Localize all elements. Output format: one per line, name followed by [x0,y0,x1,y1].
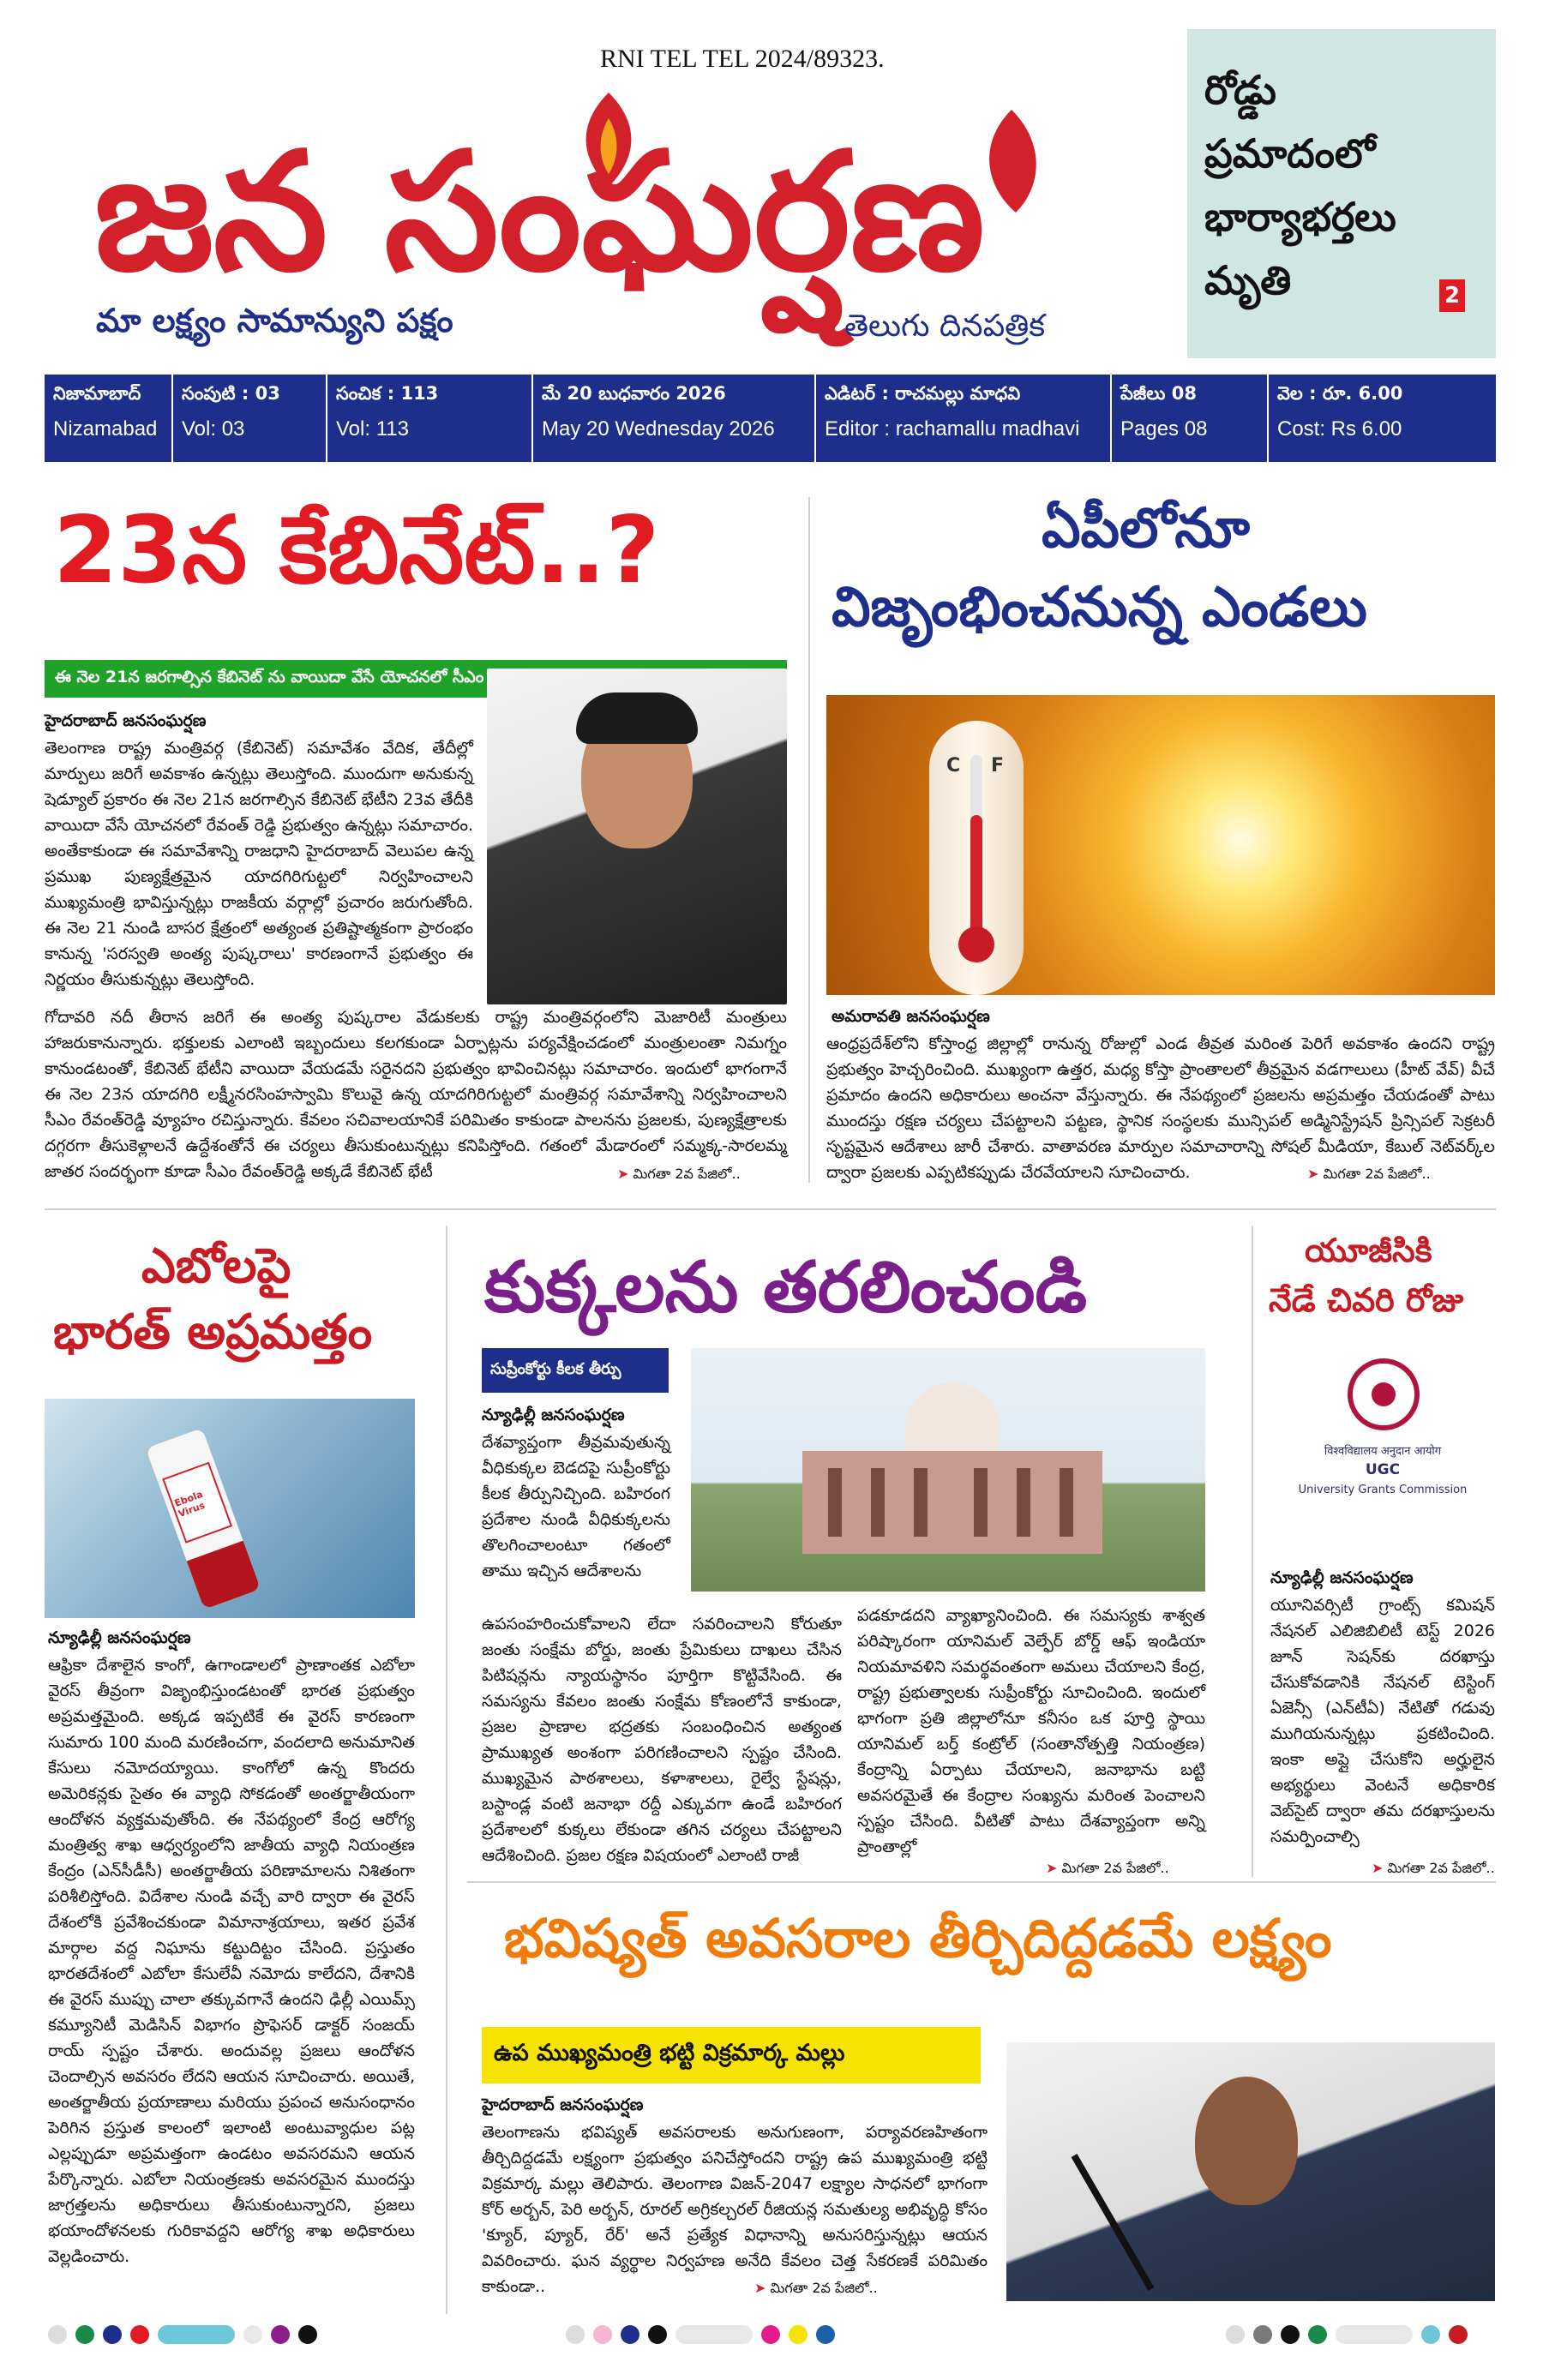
thermometer-icon: C F [929,721,1024,995]
colour-swatch [675,2325,753,2344]
column-divider [808,497,810,1183]
test-tube-icon: Ebola Virus [146,1428,261,1610]
article-body: ఉపసంహరించుకోవాలని లేదా సవరించాలని కోరుతూ జంతు సంక్షేమ బోర్డు, జంతు ప్రేమికులు దాఖలు చేసిన పిటిషన్లను న్యాయస్థానం పూర్తిగా కొట్టివేసింది. ఈ సమస్యను కేవలం జంతు సంక్షేమ కోణంలోనే కాకుండా, ప్రజల ప్రాణాల భద్రతకు సంబంధించిన అత్యంత ప్రాముఖ్యత అంశంగా పరిగణించాలని స్పష్టం చేసింది. ముఖ్యమైన పాఠశాలలు, కళాశాలలు, రైల్వే స్టేషన్లు, బస్టాండ్ల వంటి జనాభా రద్దీ ఎక్కువగా ఉండే బహిరంగ ప్రదేశాలలో కుక్కలు లేకుండా తగిన చర్యలు చేపట్టాలని ఆదేశించింది. ప్రజల రక్షణ విషయంలో ఎలాంటి రాజీ [482,1615,842,1865]
footer-colour-strip-mid [566,2325,835,2344]
dateline: న్యూఢిల్లీ జనసంఘర్షణ [1270,1568,1414,1587]
story-subhead-court: సుప్రీంకోర్టు కీలక తీర్పు [482,1348,669,1393]
tagline: మా లక్ష్యం సామాన్యుని పక్షం [96,302,453,339]
info-city: నిజామాబాద్ Nizamabad [45,375,173,462]
info-pages: పేజీలు 08 Pages 08 [1112,375,1269,462]
colour-swatch [593,2325,612,2344]
colour-swatch [1421,2325,1440,2344]
article-body: ఆఫ్రికా దేశాలైన కాంగో, ఉగాండాలలో ప్రాణాంతక ఎబోలా వైరస్ తీవ్రంగా విజృంభిస్తుండటంతో భారత ప్రభుత్వం అప్రమత్తమైంది. అక్కడ ఇప్పటికే ఈ వైరస్ కారణంగా సుమారు 100 మంది మరణించగా, వందలాది అనుమానిత కేసులు నమోదయ్యాయి. కాంగోలో ఉన్న కొందరు అమెరికన్లకు సైతం ఈ వ్యాధి సోకడంతో అంతర్జాతీయంగా ఆందోళన వ్యక్తమవుతోంది. ఈ నేపథ్యంలో కేంద్ర ఆరోగ్య మంత్రిత్వ శాఖ ఆధ్వర్యంలోని జాతీయ వ్యాధి నియంత్రణ కేంద్రం (ఎన్‌సీడీసీ) అంతర్జాతీయ పరిణామాలను నిశితంగా పరిశీలిస్తోంది. విదేశాల నుండి వచ్చే వారి ద్వారా ఈ వైరస్ దేశంలోకి ప్రవేశించకుండా విమానాశ్రయాలు, ఇతర ప్రవేశ మార్గాల వద్ద నిఘాను కట్టుదిట్టం చేసింది. ప్రస్తుతం భారతదేశంలో ఎబోలా కేసులేవీ నమోదు కాలేదని, దేశానికి ఈ వైరస్ ముప్పు చాలా తక్కువగానే ఉందని ఢిల్లీ ఎయిమ్స్ కమ్యూనిటీ మెడిసిన్ విభాగం ప్రొఫెసర్ డాక్టర్ సంజయ్ రాయ్ స్పష్టం చేశారు. అందువల్ల ప్రజలు ఆందోళన చెందాల్సిన అవసరం లేదని ఆయన సూచించారు. అయితే, అంతర్జాతీయ ప్రయాణాలు మరియు ప్రపంచ అనుసంధానం పెరిగిన ప్రస్తుత కాలంలో ఇలాంటి అంటువ్యాధుల పట్ల ఎల్లప్పుడూ అప్రమత్తంగా ఉండటం అవసరమని ఆయన పేర్కొన్నారు. ఎబోలా నియంత్రణకు అవసరమైన ముందస్తు జాగ్రత్తలను అధికారులు తీసుకుంటున్నారని, ప్రజలు భయాందోళనలకు గురికావద్దని ఆరోగ్య శాఖ అధికారులు వెల్లడించారు. [48,1656,415,2266]
story-headline-heat-2[interactable]: విజృంభించనున్న ఎండలు [832,576,1367,639]
column-divider [1252,1226,1253,1877]
colour-swatch [1281,2325,1300,2344]
colour-swatch [298,2325,317,2344]
edition-info-bar [45,375,1496,462]
colour-swatch [789,2325,808,2344]
footer-colour-strip-left [48,2325,317,2344]
story-headline-ugc[interactable]: యూజీసికి [1305,1232,1432,1269]
dateline: న్యూఢిల్లీ జనసంఘర్షణ [48,1628,191,1647]
teaser-line: భార్యాభర్తలు [1204,194,1396,240]
row-divider [45,1208,1496,1210]
dateline: న్యూఢిల్లీ జనసంఘర్షణ [482,1406,625,1424]
article-body: తెలంగాణ రాష్ట్ర మంత్రివర్గ (కేబినెట్) సమావేశం వేదిక, తేదీల్లో మార్పులు జరిగే అవకాశం ఉన్నట్లు తెలుస్తోంది. ముందుగా అనుకున్న షెడ్యూల్ ప్రకారం ఈ నెల 21న జరగాల్సిన కేబినెట్ భేటీని 23వ తేదీకి వాయిదా వేసే యోచనలో రేవంత్ రెడ్డి ప్రభుత్వం ఉన్నట్లు సమాచారం. అంతేకాకుండా ఈ సమావేశాన్ని రాజధాని హైదరాబాద్ వెలుపల ఉన్న ప్రముఖ పుణ్యక్షేత్రమైన యాదగిరిగుట్టలో నిర్వహించాలని ముఖ్యమంత్రి భావిస్తున్నట్లు రాజకీయ వర్గాల్లో ప్రచారం జరుగుతోంది. ఈ నెల 21 నుండి బాసర క్షేత్రంలో అత్యంత ప్రతిష్టాత్మకంగా ప్రారంభం కానున్న 'సరస్వతి అంత్య పుష్కరాలు' కారణంగానే ప్రభుత్వం ఈ నిర్ణయం తీసుకున్నట్లు తెలుస్తోంది. [45,739,473,989]
continued-link[interactable]: ➤ మిగతా 2వ పేజిలో.. [617,1166,741,1185]
supreme-court-photo [691,1348,1205,1592]
colour-swatch [621,2325,639,2344]
colour-swatch [1308,2325,1327,2344]
newspaper-logo [94,75,1106,307]
story-headline-cabinet[interactable]: 23న కేబినేట్..? [53,497,660,604]
logo-text: జన సంఘర్షణ [94,117,985,307]
colour-swatch [566,2325,585,2344]
colour-swatch [761,2325,780,2344]
colour-swatch [1226,2325,1245,2344]
story-headline-ugc-2[interactable]: నేడే చివరి రోజు [1269,1281,1464,1319]
continued-link[interactable]: ➤ మిగతా 2వ పేజిలో.. [1307,1166,1431,1185]
story-subhead-cabinet: ఈ నెల 21న జరగాల్సిన కేబినెట్ ను వాయిదా వేసే యోచనలో సీఎం [45,660,787,698]
colour-swatch [243,2325,262,2344]
colour-swatch [271,2325,290,2344]
continued-link[interactable]: ➤ మిగతా 2వ పేజిలో.. [754,2280,878,2299]
info-price: వెల : రూ. 6.00 Cost: Rs 6.00 [1277,383,1403,441]
dateline: అమరావతి జనసంఘర్షణ [832,1007,990,1026]
deputy-cm-photo [1006,2042,1495,2301]
story-headline-future[interactable]: భవిష్యత్ అవసరాల తీర్చిదిద్దడమే లక్ష్యం [504,1907,1332,1969]
heatwave-photo [826,695,1495,995]
colour-swatch [103,2325,122,2344]
info-editor: ఎడిటర్ : రాచమల్లు మాధవి Editor : rachamallu madhavi [816,375,1112,462]
story-subhead-deputy-cm: ఉప ముఖ్యమంత్రి భట్టి విక్రమార్క మల్లు [482,2027,981,2083]
story-headline-dogs[interactable]: కుక్కలను తరలించండి [484,1247,1087,1328]
teaser-page-badge: 2 [1439,279,1465,312]
article-body: ఆంధ్రప్రదేశ్‌లోని కోస్తాంధ్ర జిల్లాల్లో రానున్న రోజుల్లో ఎండ తీవ్రత మరింత పెరిగే అవకాశం ఉందని రాష్ట్ర ప్రభుత్వం హెచ్చరించింది. ముఖ్యంగా ఉత్తర, మధ్య కోస్తా ప్రాంతాలలో తీవ్రమైన వడగాలులు (హీట్ వేవ్) వీచే ప్రమాదం ఉందని అధికారులు అంచనా వేస్తున్నారు. ఈ నేపథ్యంలో ప్రజలను అప్రమత్తం చేయడంతో పాటు ముందస్తు రక్షణ చర్యలు చేపట్టాలని పట్టణ, స్థానిక సంస్థలకు మున్సిపల్ అడ్మినిస్ట్రేషన్ ప్రిన్సిపల్ సెక్రటరీ సృష్టమైన ఆదేశాలు జారీ చేశారు. వాతావరణ మార్పుల సమాచారాన్ని సోషల్ మీడియా, కేబుల్ నెట్‌వర్క్‌ల ద్వారా ప్రజలకు ఎప్పటికప్పుడు చేరవేయాలని సూచించారు. [826,1034,1495,1182]
teaser-line: ప్రమాదంలో [1204,130,1376,177]
colour-swatch [75,2325,94,2344]
teaser-line: రోడ్డు [1204,67,1276,113]
front-teaser-box[interactable] [1187,29,1496,358]
colour-swatch [48,2325,67,2344]
ugc-emblem-icon [1348,1358,1420,1430]
dateline: హైదరాబాద్ జనసంఘర్షణ [45,711,207,730]
daily-label: తెలుగు దినపత్రిక [844,309,1046,344]
colour-swatch [130,2325,149,2344]
continued-link[interactable]: ➤ మిగతా 2వ పేజిలో.. [1372,1860,1495,1879]
ugc-logo: विश्वविद्यालय अनुदान आयोग UGC University Grants Commission [1270,1341,1495,1521]
teaser-line: మృతి [1204,257,1292,303]
colour-swatch [158,2325,235,2344]
article-body: యూనివర్సిటీ గ్రాంట్స్ కమిషన్ నేషనల్ ఎలిజిబిలిటీ టెస్ట్ 2026 జూన్ సెషన్‌కు దరఖాస్తు చేసుకోవడానికి నేషనల్ టెస్టింగ్ ఏజెన్సీ (ఎన్‌టీఏ) నేటితో గడువు ముగియనున్నట్లు ప్రకటించింది. ఇంకా అప్లై చేసుకోని అర్హులైన అభ్యర్థులు వెంటనే అధికారిక వెబ్‌సైట్ ద్వారా తమ దరఖాస్తులను సమర్పించాల్సి [1270,1596,1495,1846]
colour-swatch [1449,2325,1468,2344]
row-divider [467,1881,1496,1883]
rni-number: RNI TEL TEL 2024/89323. [600,45,885,73]
info-date: మే 20 బుధవారం 2026 May 20 Wednesday 2026 [533,375,816,462]
continued-link[interactable]: ➤ మిగతా 2వ పేజిలో.. [1046,1860,1169,1879]
story-headline-ebola-2[interactable]: భారత్ అప్రమత్తం [53,1304,373,1360]
story-headline-heat[interactable]: ఏపీలోనూ [1042,497,1250,561]
article-body: దేశవ్యాప్తంగా తీవ్రమవుతున్న వీధికుక్కల బెడదపై సుప్రీంకోర్టు కీలక తీర్పునిచ్చింది. బహిరంగ ప్రదేశాల నుండి వీధికుక్కలను తొలగించాలంటూ గతంలో తాము ఇచ్చిన ఆదేశాలను [482,1433,670,1580]
colour-swatch [648,2325,667,2344]
story-headline-ebola[interactable]: ఎబోలపై [141,1238,291,1294]
article-body: తెలంగాణను భవిష్యత్ అవసరాలకు అనుగుణంగా, పర్యావరణహితంగా తీర్చిదిద్దడమే లక్ష్యంగా ప్రభుత్వం పనిచేస్తోందని రాష్ట్ర ఉప ముఖ్యమంత్రి భట్టి విక్రమార్క మల్లు తెలిపారు. తెలంగాణ విజన్-2047 లక్ష్యాల సాధనలో భాగంగా కోర్ అర్బన్, పెరి అర్బన్, రూరల్ అగ్రికల్చరల్ రీజియన్ల సమతుల్య అభివృద్ధి కోసం 'క్యూర్, ప్యూర్, రేర్' అనే ప్రత్యేక విధానాన్ని అనుసరిస్తున్నట్లు ఆయన వివరించారు. ఘన వ్యర్థాల నిర్వహణ అనేది కేవలం చెత్త సేకరణకే పరిమితం కాకుండా.. [482,2123,988,2296]
column-divider [446,1226,447,2314]
dateline: హైదరాబాద్ జనసంఘర్షణ [482,2095,644,2114]
ebola-photo [45,1399,415,1618]
colour-swatch [1336,2325,1413,2344]
flame-icon-right [989,110,1036,213]
colour-swatch [1253,2325,1272,2344]
cm-photo [487,668,787,1004]
footer-colour-strip-right [1226,2325,1468,2344]
info-volume: సంపుటి : 03 Vol: 03 [173,375,327,462]
microphone-icon [1072,2154,1155,2291]
colour-swatch [816,2325,835,2344]
article-body: గోదావరి నదీ తీరాన జరిగే ఈ అంత్య పుష్కరాల వేడుకలకు రాష్ట్ర మంత్రివర్గంలోని మెజారిటీ మంత్రులు హాజరుకానున్నారు. భక్తులకు ఎలాంటి ఇబ్బందులు కలగకుండా ఏర్పాట్లను పర్యవేక్షించడంలో మంత్రులంతా నిమగ్నం కానుండటంతో, కేబినెట్ భేటీని వాయిదా వేయడమే సరైనదని ప్రభుత్వం భావించినట్లు సమాచారం. ఇందులో భాగంగానే ఈ నెల 23న యాదగిరి లక్ష్మీనరసింహస్వామి కొలువై ఉన్న యాదగిరిగుట్టలో మంత్రివర్గ సమావేశాన్ని నిర్వహించాలని సీఎం రేవంత్‌రెడ్డి వ్యూహం రచిస్తున్నారు. కేవలం సచివాలయానికే పరిమితం కాకుండా పాలనను ప్రజలకు, పుణ్యక్షేత్రాలకు దగ్గరగా తీసుకెళ్లాలనే ఉద్దేశంతోనే ఈ చర్యలు తీసుకుంటున్నట్లు కనిపిస్తోంది. గతంలో మేడారంలో సమ్మక్క-సారలమ్మ జాతర సందర్భంగా కూడా సీఎం రేవంత్‌రెడ్డి అక్కడే కేబినెట్ భేటీ [45,1008,787,1181]
info-issue: సంచిక : 113 Vol: 113 [327,375,533,462]
article-body: పడకూడదని వ్యాఖ్యానించింది. ఈ సమస్యకు శాశ్వత పరిష్కారంగా యానిమల్ వెల్ఫేర్ బోర్డ్ ఆఫ్ ఇండియా నియమావళిని సమర్థవంతంగా అమలు చేయాలని కేంద్ర, రాష్ట్ర ప్రభుత్వాలకు సుప్రీంకోర్టు సూచించింది. ఇందులో భాగంగా ప్రతి జిల్లాలోనూ కనీసం ఒక పూర్తి స్థాయి యానిమల్ బర్త్ కంట్రోల్ (సంతానోత్పత్తి నియంత్రణ) కేంద్రాన్ని ఏర్పాటు చేయాలని, జనాభాను బట్టి అవసరమైతే ఈ కేంద్రాల సంఖ్యను మరింత పెంచాలని స్పష్టం చేసింది. వీటితో పాటు దేశవ్యాప్తంగా అన్ని ప్రాంతాల్లో [857,1606,1205,1856]
